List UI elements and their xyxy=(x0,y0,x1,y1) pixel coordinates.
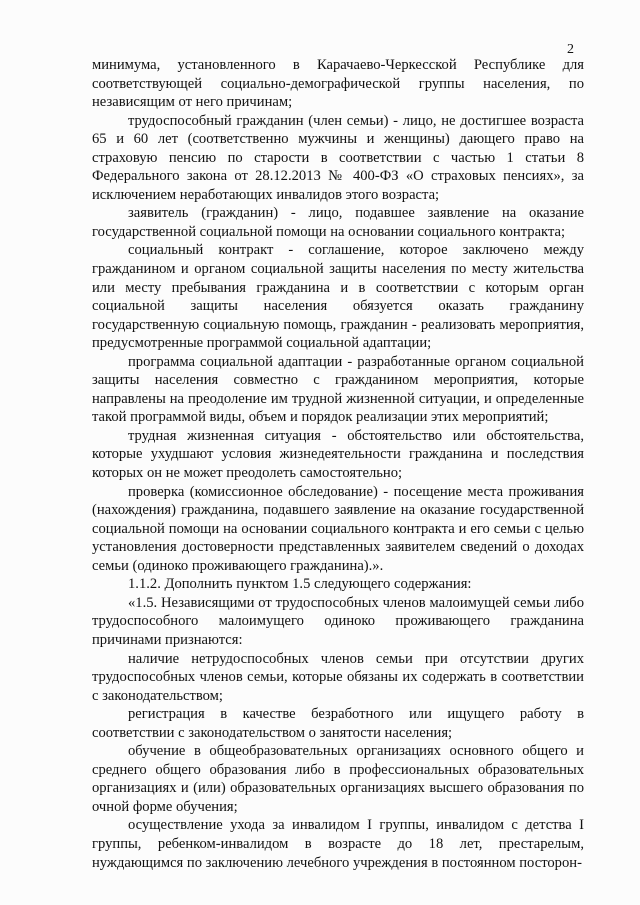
paragraph-able-bodied-definition: трудоспособный гражданин (член семьи) - лицо, не достигшее возраста 65 и 60 лет (соответственно мужчины и женщины) дающего право на страховую пенсию по старости в соответствии с частью 1 статьи 8 Федерального закона от 28.12.2013 № 400-ФЗ «О страховых пенсиях», за исключением неработающих инвалидов этого возраста; xyxy=(92,112,584,203)
paragraph-clause-1-5: «1.5. Независящими от трудоспособных членов малоимущей семьи либо трудоспособного малоимущего одиноко проживающего гражданина причинами признаются: xyxy=(92,594,584,648)
paragraph-care: осуществление ухода за инвалидом I группы, инвалидом с детства I группы, ребенком-инвалидом в возрасте до 18 лет, престарелым, нуждающимся по заключению лечебного учреждения в постоянном посторон- xyxy=(92,817,584,871)
paragraph-social-contract-definition: социальный контракт - соглашение, которое заключено между гражданином и органом социальной защиты населения по месту жительства или месту пребывания гражданина и в соответствии с которым орган социальной защиты населения обязуется оказать гражданину государственную социальную помощь, гражданин - реализовать мероприятия, предусмотренные программой социальной адаптации; xyxy=(92,242,584,352)
paragraph-adaptation-program-definition: программа социальной адаптации - разработанные органом социальной защиты населения совместно с гражданином мероприятия, которые направлены на преодоление им трудной жизненной ситуации, и определенные такой программой виды, объем и порядок реализации этих мероприятий; xyxy=(92,353,584,426)
document-body xyxy=(92,56,584,872)
paragraph-education: обучение в общеобразовательных организациях основного общего и среднего общего образования либо в профессиональных образовательных организациях и (или) образовательных организациях высшего образования по очной форме обучения; xyxy=(92,743,584,815)
paragraph-disabled-members: наличие нетрудоспособных членов семьи при отсутствии других трудоспособных членов семьи, которые обязаны их содержать в соответствии с законодательством; xyxy=(92,650,584,704)
page-number: 2 xyxy=(567,42,574,57)
paragraph-applicant-definition: заявитель (гражданин) - лицо, подавшее заявление на оказание государственной социальной помощи на основании социального контракта; xyxy=(92,205,584,240)
paragraph-unemployed-registration: регистрация в качестве безработного или ищущего работу в соответствии с законодательством о занятости населения; xyxy=(92,706,584,741)
paragraph-difficult-situation-definition: трудная жизненная ситуация - обстоятельство или обстоятельства, которые ухудшают условия жизнедеятельности гражданина и последствия которых он не может преодолеть самостоятельно; xyxy=(92,427,584,482)
paragraph-amendment-1-1-2: 1.1.2. Дополнить пунктом 1.5 следующего содержания: xyxy=(128,576,472,593)
paragraph-inspection-definition: проверка (комиссионное обследование) - посещение места проживания (нахождения) гражданина, подавшего заявление на оказание государственной социальной помощи на основании социального контракта и его семьи с целью установления достоверности представленных заявителем сведений о доходах семьи (одиноко проживающего гражданина).». xyxy=(92,483,584,574)
paragraph-continuation: минимума, установленного в Карачаево-Черкесской Республике для соответствующей социально-демографической группы населения, по независящим от него причинам; xyxy=(92,57,584,111)
